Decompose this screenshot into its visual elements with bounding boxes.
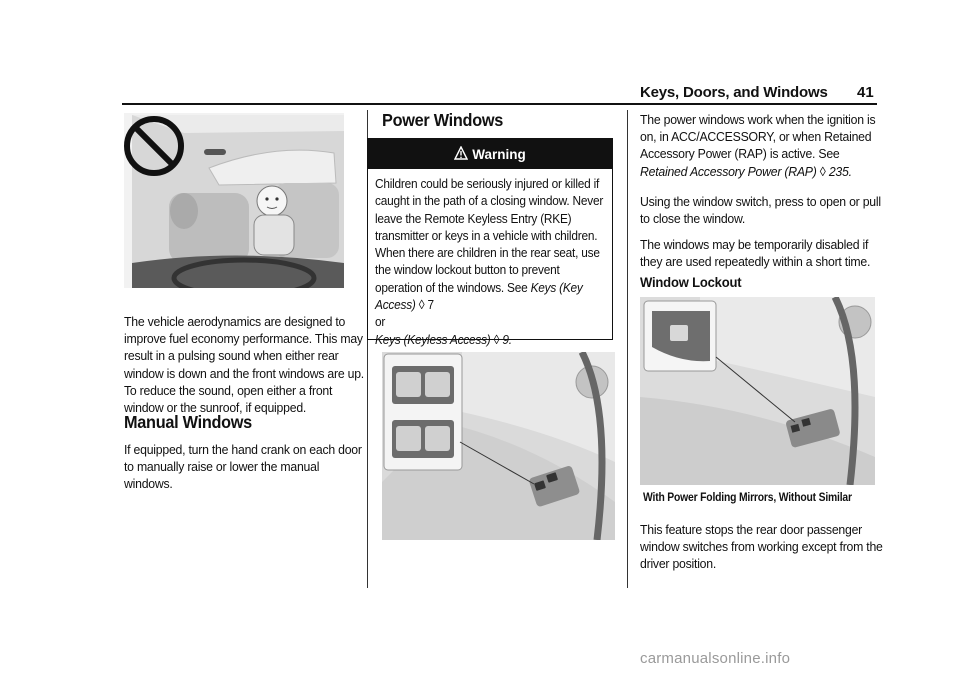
warning-ref2-title[interactable]: Keys (Keyless Access)	[375, 331, 491, 347]
power-window-switch-illustration	[382, 352, 615, 540]
power-windows-text: The power windows work when the ignition is on, in ACC/ACCESSORY, or when Retained Accessory Power (RAP) is active. See	[640, 112, 876, 162]
warning-text: Children could be seriously injured or killed if caught in the path of a closing window. Never leave the Remote Keyless Entry (RKE) transmitter or keys in a vehicle with children. When there are children in the rear seat, use the window lockout button to prevent operation of the windows. See Keys (Key Access) ◊ 7 or Keys (Keyless Access) ◊ 9.	[375, 176, 604, 347]
warning-triangle-icon	[454, 146, 468, 163]
warning-ref2-page[interactable]: 9	[502, 331, 509, 347]
warning-ref1-page[interactable]: 7	[427, 297, 434, 313]
aerodynamics-paragraph: The vehicle aerodynamics are designed to improve fuel economy performance. This may result in a pulsing sound when either rear window is down and the front windows are up. To reduce the sound, open either a front window or the sunroof, if equipped.	[124, 314, 364, 416]
window-lockout-illustration	[640, 297, 875, 485]
figure-caption: With Power Folding Mirrors, Without Similar	[643, 492, 852, 504]
warning-ref1-title[interactable]: Keys (Key Access)	[375, 279, 583, 313]
rap-ref-title[interactable]: Retained Accessory Power (RAP)	[640, 163, 817, 179]
page-number: 41	[857, 84, 874, 101]
warning-title: Warning	[472, 146, 526, 162]
warning-header	[368, 139, 612, 169]
column-divider	[627, 110, 628, 588]
page-ref-icon: ◊	[418, 297, 425, 313]
header-rule	[122, 103, 877, 105]
section-title: Keys, Doors, and Windows	[640, 84, 828, 101]
child-in-car-illustration	[124, 113, 344, 288]
power-windows-heading: Power Windows	[382, 110, 504, 130]
disabled-windows-paragraph: The windows may be temporarily disabled if they are used repeatedly within a short time.	[640, 237, 871, 270]
window-switch-paragraph: Using the window switch, press to open or pull to close the window.	[640, 194, 881, 227]
page-ref-icon: ◊	[819, 163, 826, 179]
warning-body: Children could be seriously injured or killed if caught in the path of a closing window. Never leave the Remote Keyless Entry (RKE) transmitter or keys in a vehicle with children. When there are children in the rear seat, use the window lockout button to prevent operation of the windows. See	[375, 176, 604, 295]
warning-or: or	[375, 314, 386, 330]
rap-ref-page[interactable]: 235	[828, 163, 849, 179]
watermark[interactable]: carmanualsonline.info	[640, 650, 791, 667]
power-windows-paragraph: The power windows work when the ignition is on, in ACC/ACCESSORY, or when Retained Accessory Power (RAP) is active. See Retained Accessory Power (RAP) ◊ 235.	[640, 112, 876, 179]
manual-windows-paragraph: If equipped, turn the hand crank on each door to manually raise or lower the manual windows.	[124, 442, 362, 492]
window-lockout-paragraph: This feature stops the rear door passenger window switches from working except from the driver position.	[640, 522, 883, 572]
page-ref-icon: ◊	[493, 331, 500, 347]
manual-windows-heading: Manual Windows	[124, 412, 252, 432]
warning-box	[367, 138, 613, 347]
window-lockout-heading: Window Lockout	[640, 274, 742, 290]
